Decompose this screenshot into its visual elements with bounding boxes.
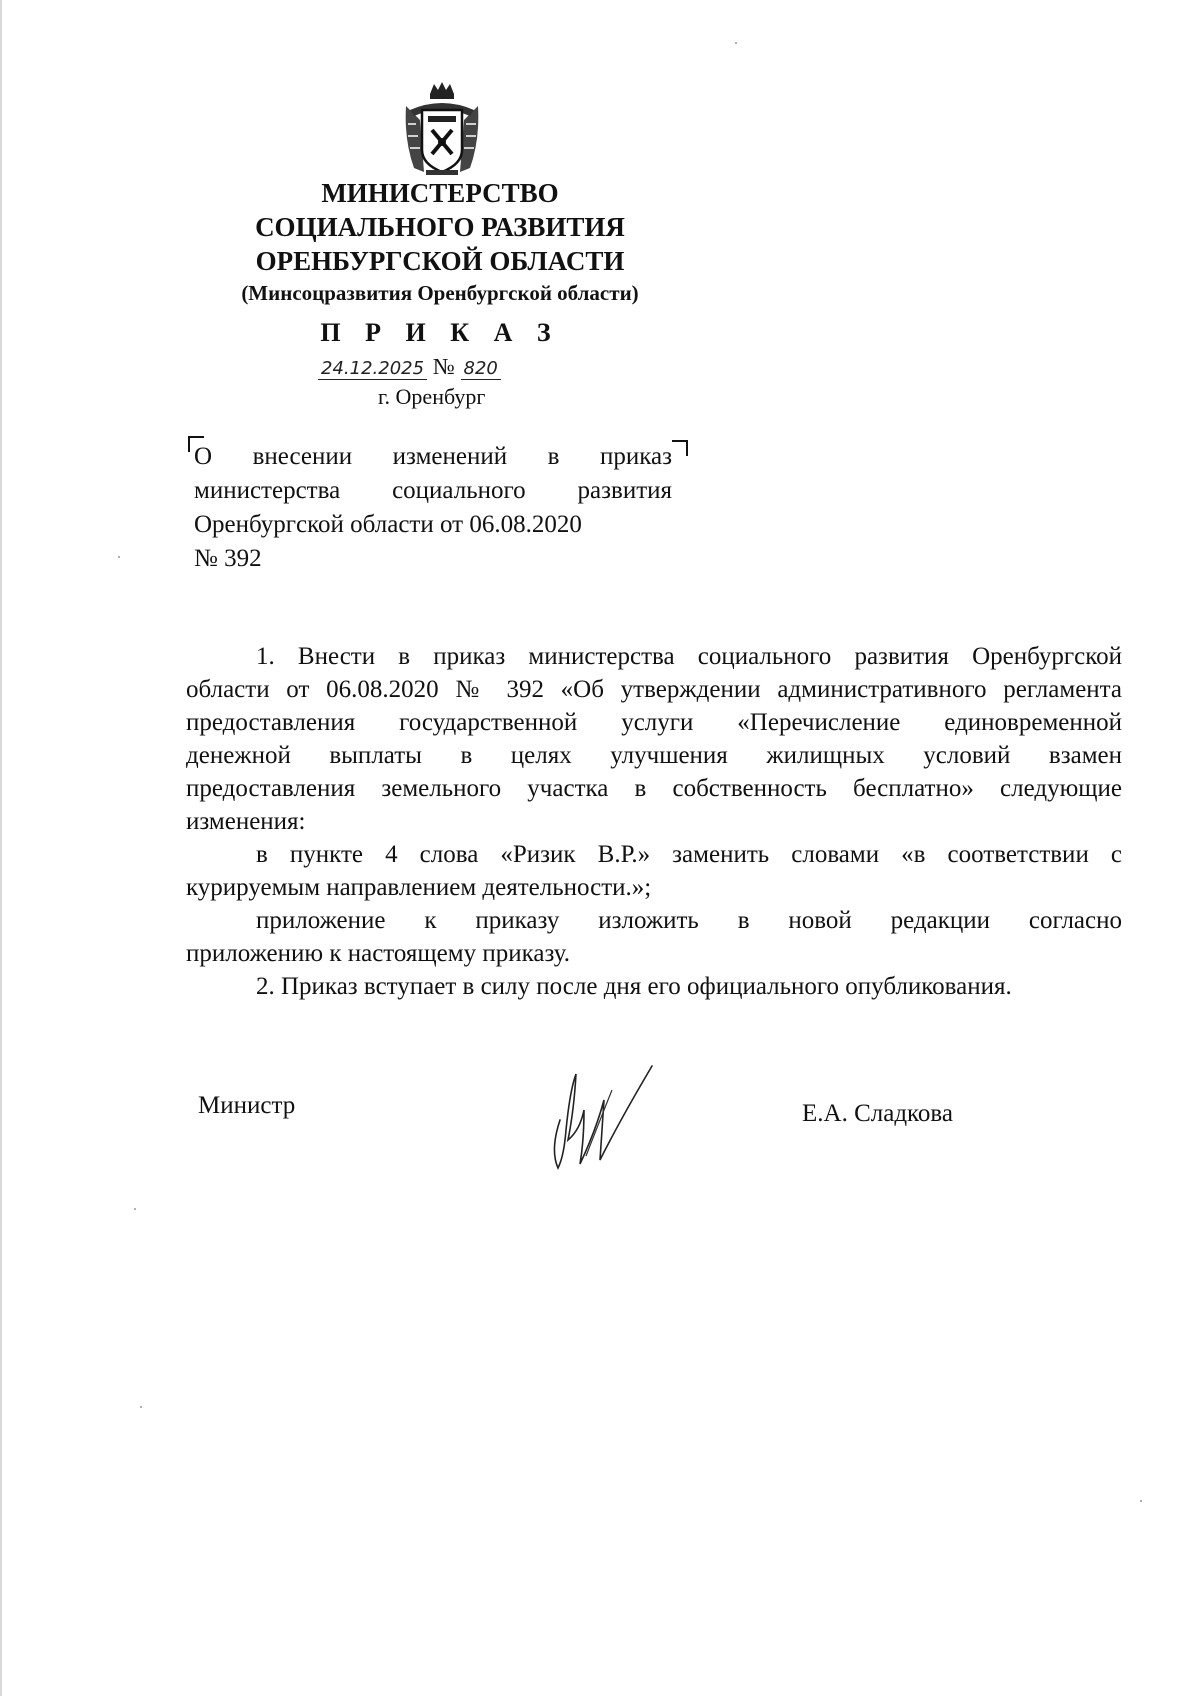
scan-edge (0, 0, 2, 1696)
organization-line: ОРЕНБУРГСКОЙ ОБЛАСТИ (255, 246, 625, 276)
scan-speck (1140, 1500, 1142, 1502)
body-line: приложению к настоящему приказу. (186, 940, 571, 967)
signatory-title: Министр (198, 1092, 296, 1119)
body-line: предоставления земельного участка в собственность бесплатно» следующие (186, 775, 1122, 802)
order-title: П Р И К А З (320, 318, 560, 347)
handwritten-signature-icon (540, 1060, 670, 1180)
body-line: денежной выплаты в целях улучшения жилищных условий взамен (186, 742, 1122, 769)
scan-speck (140, 1406, 142, 1408)
order-dateline (318, 354, 578, 380)
order-city: г. Оренбург (378, 384, 486, 409)
number-sign: № (432, 354, 455, 379)
subject-line: Оренбургской области от 06.08.2020 (194, 511, 582, 538)
coat-of-arms-icon (400, 80, 484, 178)
body-line: в пункте 4 слова «Ризик В.Р.» заменить словами «в соответствии с (256, 841, 1122, 868)
body-line: предоставления государственной услуги «Перечисление единовременной (186, 709, 1122, 736)
order-subject (194, 440, 672, 576)
body-line: 2. Приказ вступает в силу после дня его официального опубликования. (256, 973, 1012, 1000)
subject-line: министерства социального развития (194, 477, 672, 504)
organization-name (150, 176, 730, 308)
organization-line: СОЦИАЛЬНОГО РАЗВИТИЯ (255, 212, 625, 242)
body-line: приложение к приказу изложить в новой редакции согласно (256, 907, 1122, 934)
subject-line: № 392 (194, 545, 262, 572)
body-line: области от 06.08.2020 № 392 «Об утверждении административного регламента (186, 676, 1122, 703)
body-line: курируемым направлением деятельности.»; (186, 874, 652, 901)
order-body (186, 640, 1122, 1003)
body-line: 1. Внести в приказ министерства социального развития Оренбургской (256, 643, 1122, 670)
body-line: изменения: (186, 808, 306, 835)
signatory-name: Е.А. Сладкова (802, 1100, 953, 1127)
order-number: 820 (461, 358, 501, 380)
subject-bracket-right (672, 440, 688, 456)
scan-speck (118, 556, 120, 558)
organization-line: МИНИСТЕРСТВО (321, 178, 559, 208)
organization-short-name: (Минсоцразвития Оренбургской области) (241, 281, 639, 305)
subject-line: О внесении изменений в приказ (194, 443, 672, 470)
scan-speck (735, 42, 737, 44)
scan-speck (134, 1208, 136, 1210)
order-date: 24.12.2025 (318, 358, 427, 380)
